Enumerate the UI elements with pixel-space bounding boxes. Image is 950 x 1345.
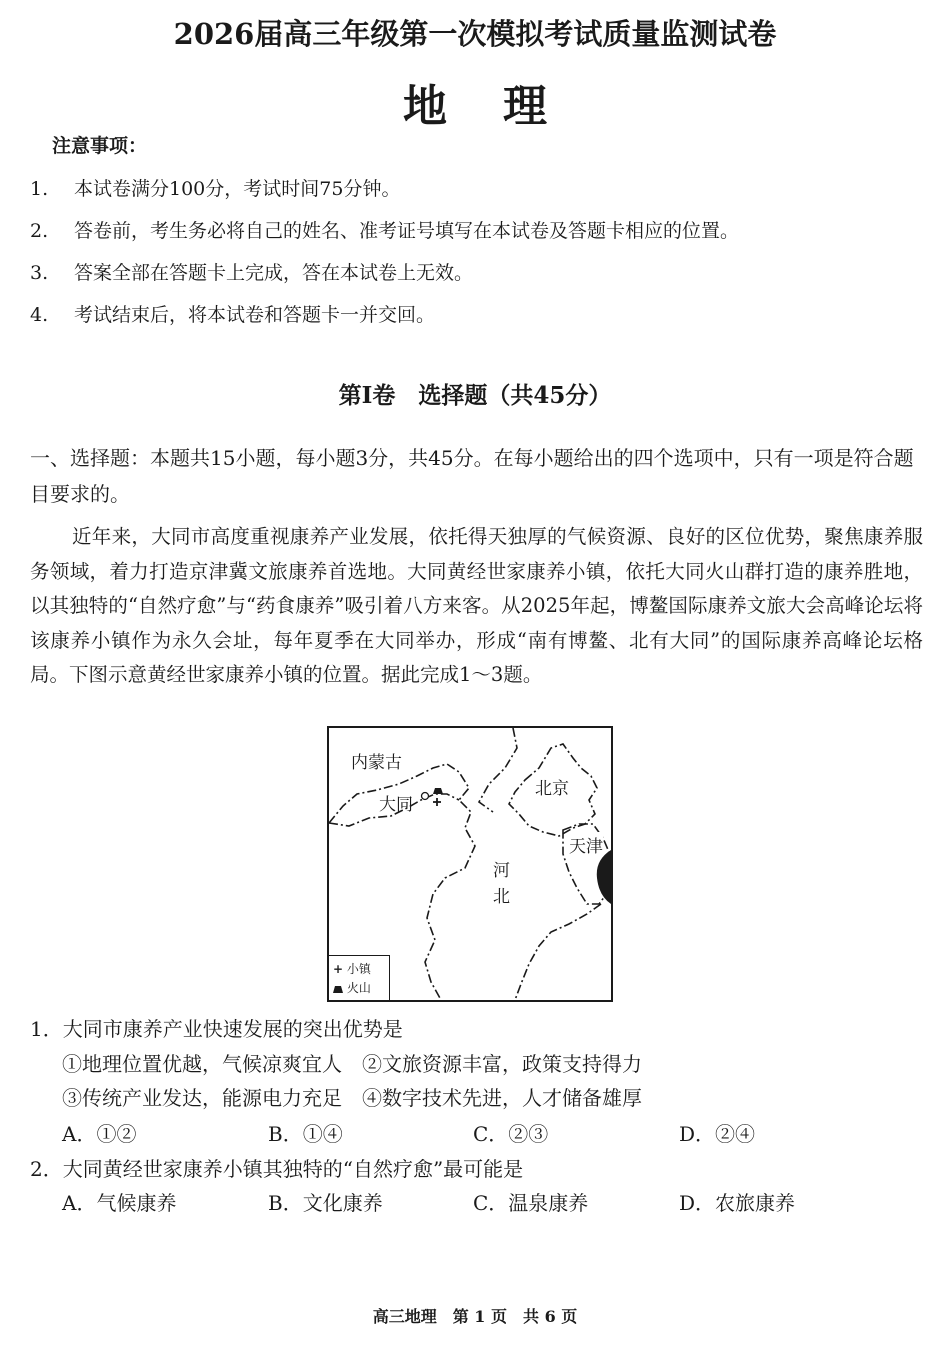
legend-volcano-icon	[333, 985, 343, 993]
map-label-hebei-2: 北	[493, 887, 510, 907]
map-label-datong: 大同	[379, 795, 413, 815]
subject-title: 地理	[403, 81, 603, 132]
notice-item	[30, 300, 435, 327]
notice-item-number: 2.	[30, 220, 49, 242]
question-1-statements-line-1: ①地理位置优越，气候凉爽宜人 ②文旅资源丰富，政策支持得力	[62, 1052, 642, 1076]
question-text: 大同黄经世家康养小镇其独特的“自然疗愈”最可能是	[62, 1157, 524, 1181]
legend-town-icon: +	[333, 962, 344, 976]
question-1-choice-a[interactable]: A．①②	[62, 1122, 137, 1146]
map-label-hebei-1: 河	[493, 861, 510, 881]
question-text: 大同市康养产业快速发展的突出优势是	[62, 1017, 403, 1041]
map-label-inner-mongolia: 内蒙古	[351, 748, 402, 773]
question-2-choice-a[interactable]: A．气候康养	[62, 1191, 177, 1215]
question-2-choice-c[interactable]: C．温泉康养	[473, 1191, 589, 1215]
legend-town	[333, 960, 371, 977]
notice-heading: 注意事项：	[52, 135, 148, 157]
notice-item-text: 答卷前，考生务必将自己的姓名、准考证号填写在本试卷及答题卡相应的位置。	[74, 220, 740, 242]
question-2-choice-d[interactable]: D．农旅康养	[679, 1191, 796, 1215]
notice-item-text: 考试结束后，将本试卷和答题卡一并交回。	[74, 304, 436, 326]
question-number: 1．	[30, 1017, 63, 1041]
bohai-sea-shape	[597, 850, 611, 904]
question-1-choice-c[interactable]: C．②③	[473, 1122, 549, 1146]
datong-city-marker	[422, 793, 429, 800]
question-1-statements-line-2: ③传统产业发达，能源电力充足 ④数字技术先进，人才储备雄厚	[62, 1086, 642, 1110]
location-map	[327, 726, 613, 1002]
notice-item-text: 答案全部在答题卡上完成，答在本试卷上无效。	[74, 262, 474, 284]
map-label-tianjin: 天津	[569, 832, 603, 857]
map-legend	[329, 955, 390, 1000]
question-1-stem	[30, 1013, 403, 1042]
boundary-hebei-south	[515, 904, 601, 1000]
notice-item-number: 3.	[30, 262, 49, 284]
notice-item	[30, 174, 400, 201]
notice-item-number: 1.	[30, 178, 49, 200]
legend-volcano-label: 火山	[346, 981, 371, 995]
question-number: 2．	[30, 1157, 63, 1181]
notice-item-text: 本试卷满分100分，考试时间75分钟。	[74, 178, 401, 200]
volcano-icon	[433, 788, 443, 794]
boundary-hebei-north	[479, 728, 517, 812]
question-2-stem	[30, 1153, 523, 1182]
question-1-choice-d[interactable]: D．②④	[679, 1122, 756, 1146]
question-1-choice-b[interactable]: B．①④	[268, 1122, 343, 1146]
legend-town-label: 小镇	[346, 962, 371, 976]
notice-item-number: 4.	[30, 304, 49, 326]
reading-passage: 近年来，大同市高度重视康养产业发展，依托得天独厚的气候资源、良好的区位优势，聚焦康养服务领域，着力打造京津冀文旅康养首选地。大同黄经世家康养小镇，依托大同火山群打造的康养胜地，以其独特的“自然疗愈”与“药食康养”吸引着八方来客。从2025年起，博鳌国际康养文旅大会高峰论坛将该康养小镇作为永久会址，每年夏季在大同举办，形成“南有博鳌、北有大同”的国际康养高峰论坛格局。下图示意黄经世家康养小镇的位置。据此完成1～3题。	[30, 525, 923, 686]
town-icon	[433, 798, 441, 806]
legend-volcano	[333, 979, 371, 996]
map-label-beijing: 北京	[535, 774, 569, 799]
question-2-choice-b[interactable]: B．文化康养	[268, 1191, 383, 1215]
section-title: 第Ⅰ卷 选择题（共45分）	[338, 382, 612, 409]
part-heading: 一、选择题：本题共15小题，每小题3分，共45分。在每小题给出的四个选项中，只有一项是符合题目要求的。	[30, 446, 914, 506]
exam-title: 2026届高三年级第一次模拟考试质量监测试卷	[173, 17, 777, 51]
notice-item	[30, 258, 473, 285]
page-footer: 高三地理 第 1 页 共 6 页	[372, 1307, 578, 1326]
notice-item	[30, 216, 739, 243]
